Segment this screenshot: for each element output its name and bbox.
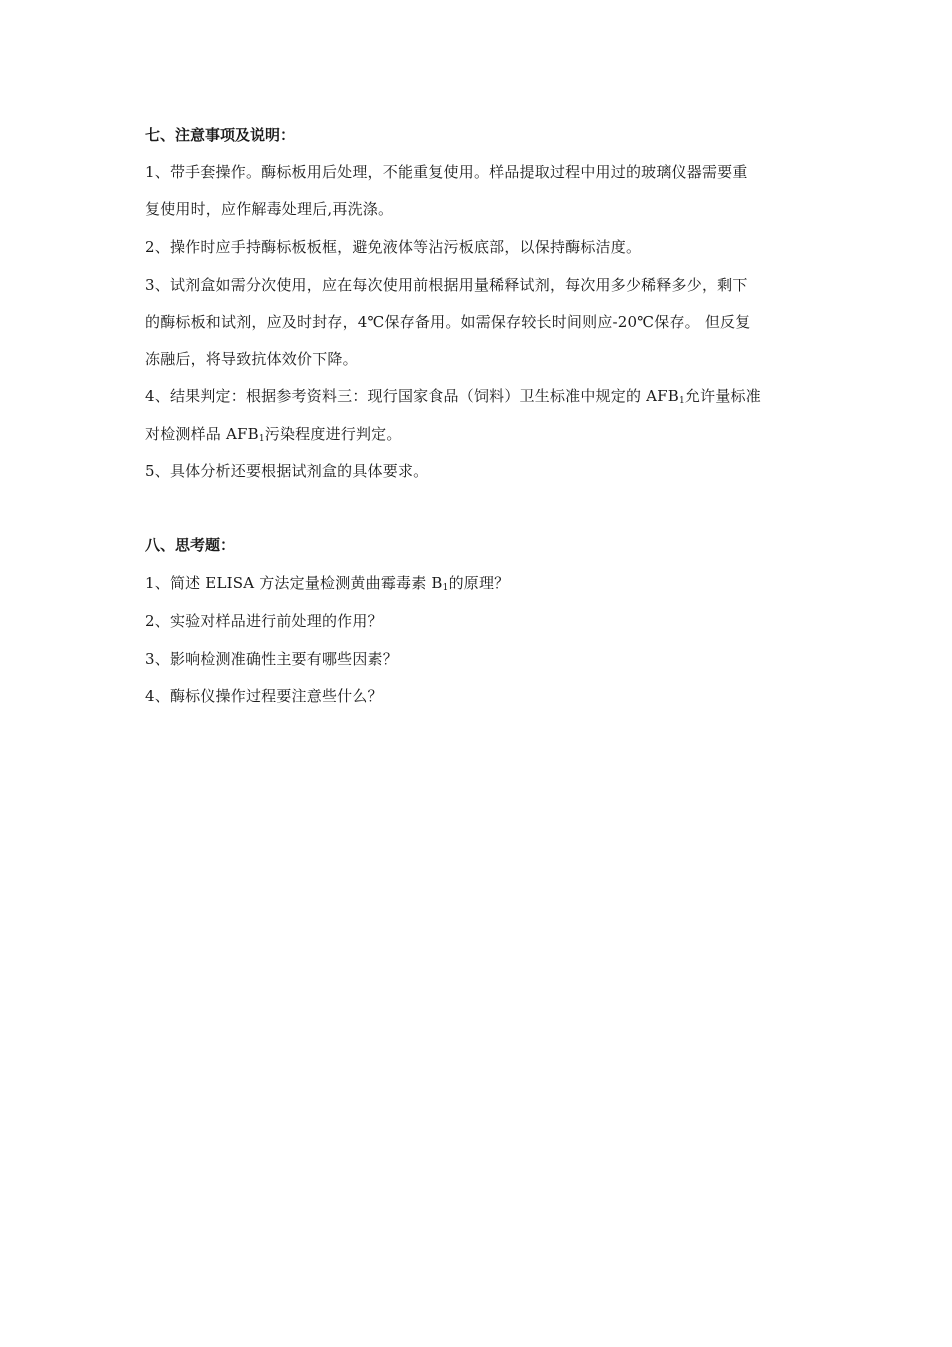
note-4-line-2-text-end: 污染程度进行判定。 bbox=[264, 425, 402, 443]
note-1-line-2: 复使用时，应作解毒处理后,再洗涤。 bbox=[145, 200, 394, 218]
note-1-line-1: 1、带手套操作。酶标板用后处理，不能重复使用。样品提取过程中用过的玻璃仪器需要重 bbox=[145, 163, 748, 181]
section-8-heading: 八、思考题： bbox=[145, 536, 236, 554]
note-3-line-1: 3、试剂盒如需分次使用，应在每次使用前根据用量稀释试剂，每次用多少稀释多少，剩下 bbox=[145, 276, 748, 294]
question-1-subscript: 1 bbox=[442, 583, 449, 593]
note-4-line-2-subscript: 1 bbox=[258, 434, 265, 444]
section-7-heading: 七、注意事项及说明： bbox=[145, 126, 296, 144]
question-2: 2、实验对样品进行前处理的作用？ bbox=[145, 612, 383, 630]
note-4-line-2-text: 对检测样品 AFB bbox=[145, 425, 259, 443]
note-4-line-1-subscript: 1 bbox=[678, 396, 685, 406]
note-3-line-3: 冻融后，将导致抗体效价下降。 bbox=[145, 350, 358, 368]
note-4-line-1-text-end: 允许量标准 bbox=[684, 387, 761, 405]
question-1-text-end: 的原理？ bbox=[448, 574, 510, 592]
note-2-line-1: 2、操作时应手持酶标板板框，避免液体等沾污板底部，以保持酶标洁度。 bbox=[145, 238, 642, 256]
note-3-line-2: 的酶标板和试剂，应及时封存，4℃保存备用。如需保存较长时间则应-20℃保存。 但反复 bbox=[145, 313, 751, 331]
note-4-line-1-text: 4、结果判定：根据参考资料三：现行国家食品（饲料）卫生标准中规定的 AFB bbox=[145, 387, 679, 405]
note-4-line-1 bbox=[145, 386, 761, 406]
question-4: 4、酶标仪操作过程要注意些什么？ bbox=[145, 687, 383, 705]
question-1 bbox=[145, 573, 509, 593]
note-4-line-2 bbox=[145, 424, 402, 444]
note-5-line-1: 5、具体分析还要根据试剂盒的具体要求。 bbox=[145, 462, 429, 480]
question-3: 3、影响检测准确性主要有哪些因素？ bbox=[145, 650, 398, 668]
question-1-text: 1、简述 ELISA 方法定量检测黄曲霉毒素 B bbox=[145, 574, 443, 592]
